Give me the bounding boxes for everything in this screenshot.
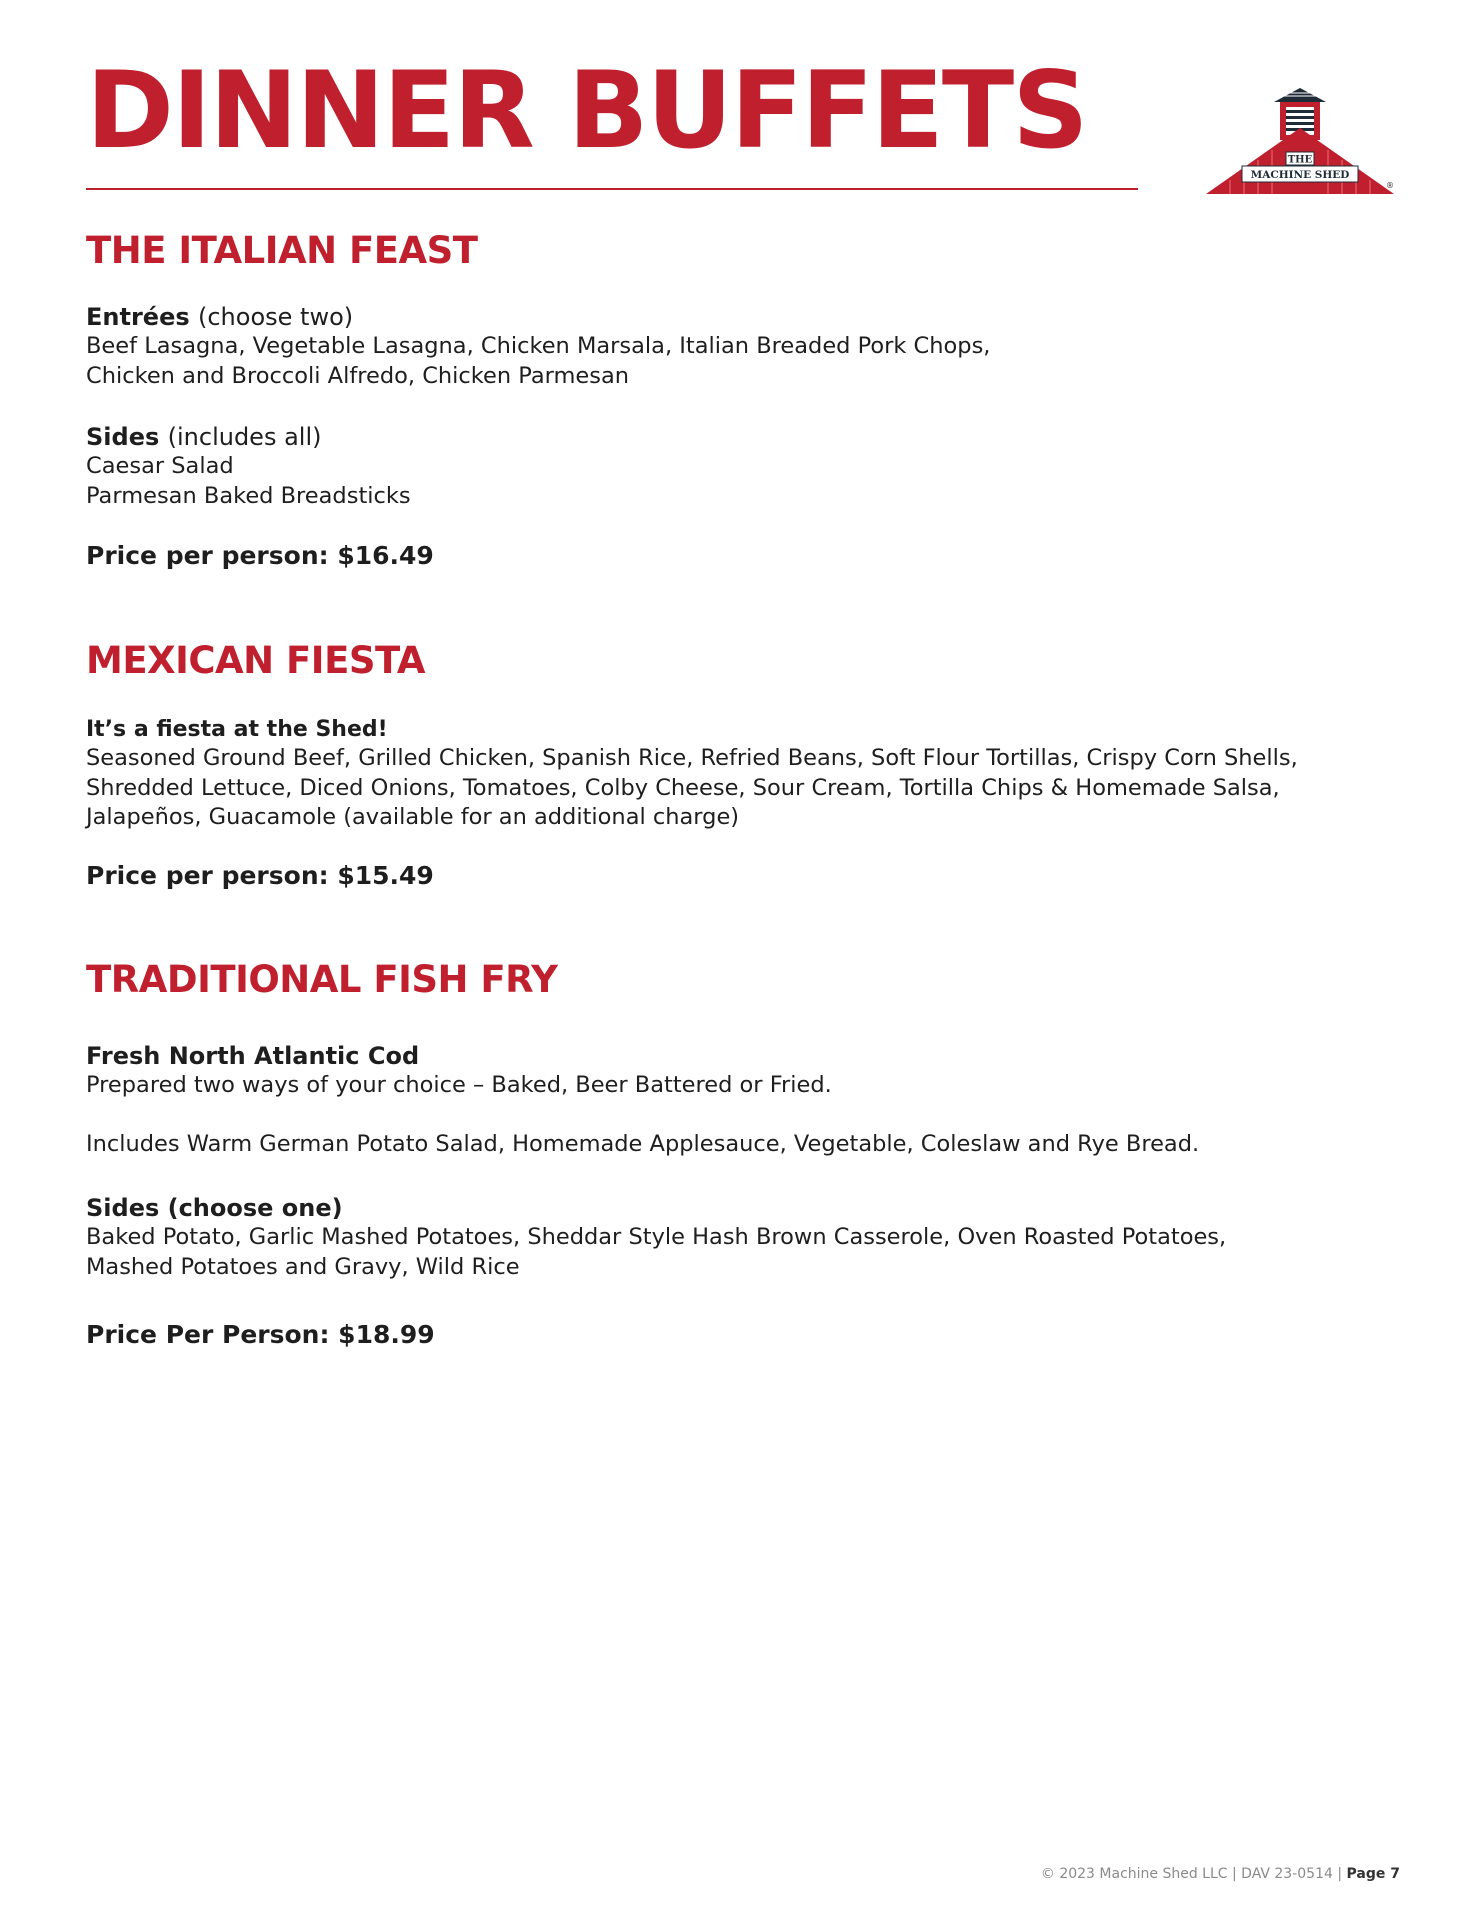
sides-label: Sides xyxy=(86,423,160,451)
fish-price: Price Per Person: $18.99 xyxy=(86,1320,435,1349)
italian-sides xyxy=(86,422,1386,511)
italian-price: Price per person: $16.49 xyxy=(86,541,434,570)
page-title: DINNER BUFFETS xyxy=(86,49,1087,172)
entrees-label: Entrées xyxy=(86,303,190,331)
sides-list-line: Parmesan Baked Breadsticks xyxy=(86,482,411,509)
fish-item-label: Fresh North Atlantic Cod xyxy=(86,1042,420,1070)
entrees-subhead xyxy=(86,302,1386,332)
mexican-list-line: Shredded Lettuce, Diced Onions, Tomatoes, Colby Cheese, Sour Cream, Tortilla Chips & Homemade Salsa, xyxy=(86,774,1280,801)
fish-item xyxy=(86,1041,1386,1101)
fish-sides-line: Mashed Potatoes and Gravy, Wild Rice xyxy=(86,1253,520,1280)
registered-mark: ® xyxy=(1386,181,1394,190)
fish-includes-block xyxy=(86,1130,1386,1160)
entrees-list-line: Beef Lasagna, Vegetable Lasagna, Chicken Marsala, Italian Breaded Pork Chops, xyxy=(86,333,991,359)
page-footer xyxy=(1041,1866,1400,1882)
mexican-list-line: Jalapeños, Guacamole (available for an additional charge) xyxy=(86,804,740,830)
fish-fry-heading: TRADITIONAL FISH FRY xyxy=(86,958,558,1001)
fish-includes: Includes Warm German Potato Salad, Homemade Applesauce, Vegetable, Coleslaw and Rye Bread. xyxy=(86,1131,1200,1157)
entrees-note: (choose two) xyxy=(198,303,354,331)
italian-entrees xyxy=(86,302,1386,391)
page-number: Page 7 xyxy=(1346,1866,1400,1882)
fish-sides-label: Sides (choose one) xyxy=(86,1194,343,1222)
mexican-list-line: Seasoned Ground Beef, Grilled Chicken, Spanish Rice, Refried Beans, Soft Flour Tortillas, Crispy Corn Shells, xyxy=(86,745,1298,771)
mexican-price: Price per person: $15.49 xyxy=(86,861,434,890)
logo-text-machine-shed: MACHINE SHED xyxy=(1250,169,1350,181)
italian-feast-heading: THE ITALIAN FEAST xyxy=(86,229,478,272)
sides-note: (includes all) xyxy=(167,423,322,451)
sides-list-line: Caesar Salad xyxy=(86,453,234,479)
mexican-fiesta-heading: MEXICAN FIESTA xyxy=(86,639,425,682)
title-divider xyxy=(86,188,1138,190)
fish-item-desc: Prepared two ways of your choice – Baked, Beer Battered or Fried. xyxy=(86,1072,832,1098)
mexican-tagline: It’s a fiesta at the Shed! xyxy=(86,717,388,742)
machine-shed-logo xyxy=(1200,84,1400,196)
footer-copyright: © 2023 Machine Shed LLC | DAV 23-0514 | xyxy=(1040,1866,1343,1882)
cupola-roof-icon xyxy=(1274,88,1326,102)
logo-text-the: THE xyxy=(1287,154,1313,166)
fish-sides xyxy=(86,1193,1386,1282)
entrees-list-line: Chicken and Broccoli Alfredo, Chicken Parmesan xyxy=(86,362,629,389)
sides-subhead xyxy=(86,422,1386,452)
fish-sides-line: Baked Potato, Garlic Mashed Potatoes, Sheddar Style Hash Brown Casserole, Oven Roasted Potatoes, xyxy=(86,1224,1227,1250)
mexican-details xyxy=(86,715,1386,833)
